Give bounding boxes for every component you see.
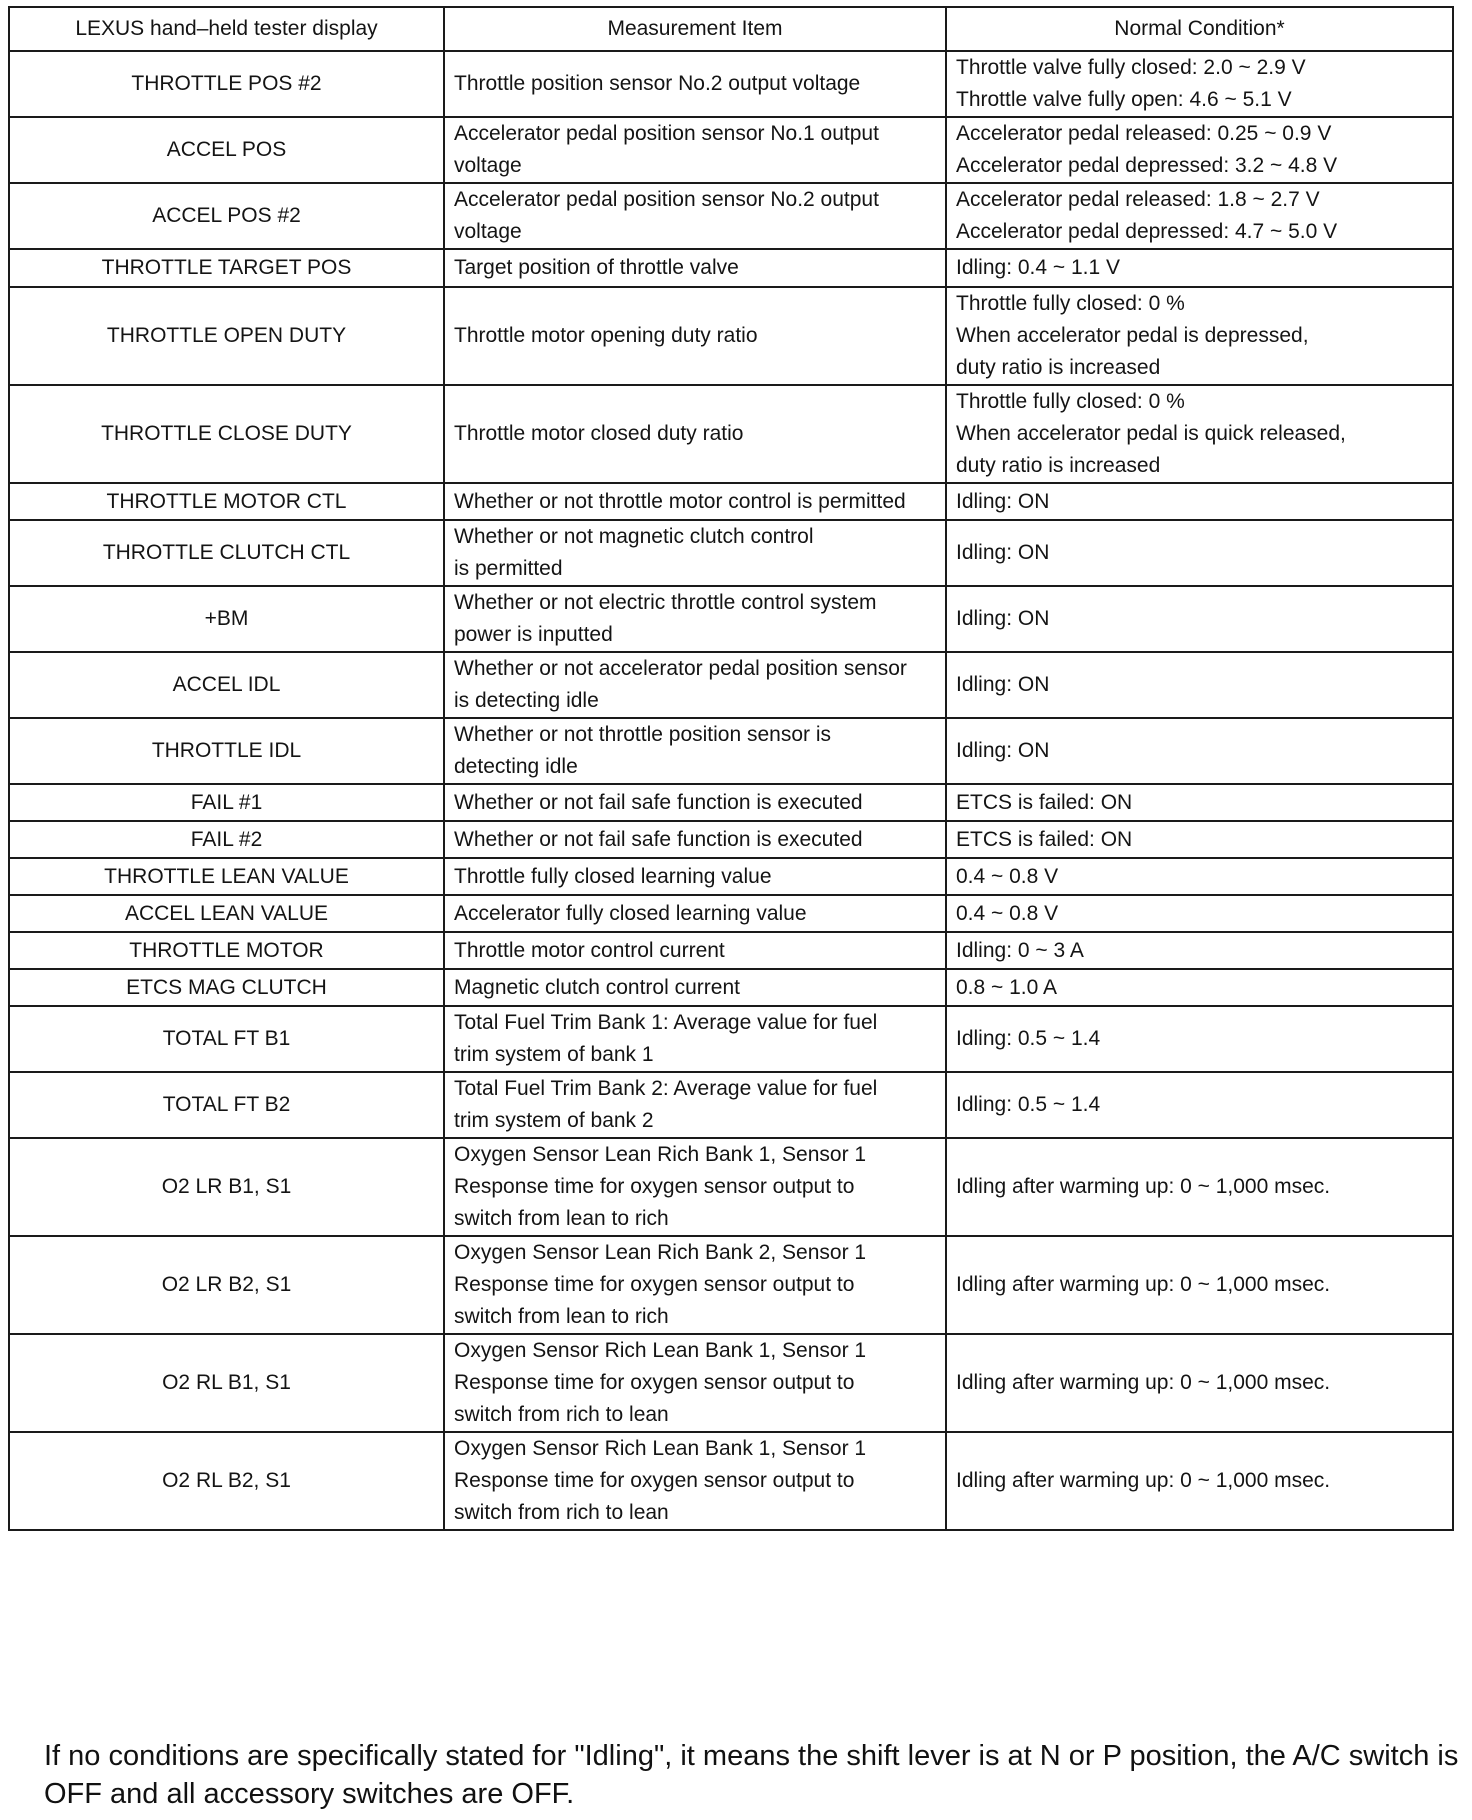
normal-condition-cell bbox=[946, 718, 1453, 784]
normal-condition-line: Idling: 0 ~ 3 A bbox=[956, 938, 1084, 962]
header-tester-display: LEXUS hand–held tester display bbox=[9, 7, 444, 51]
normal-condition-line: Idling after warming up: 0 ~ 1,000 msec. bbox=[956, 1175, 1331, 1198]
table-row bbox=[9, 1432, 1453, 1530]
measurement-item-line: power is inputted bbox=[454, 623, 613, 646]
measurement-item-line: Total Fuel Trim Bank 2: Average value for fuel bbox=[454, 1077, 878, 1100]
normal-condition-line: Throttle fully closed: 0 % bbox=[956, 390, 1185, 413]
measurement-item-line: Whether or not fail safe function is executed bbox=[454, 827, 863, 851]
table-row bbox=[9, 821, 1453, 858]
measurement-item-line: Throttle motor opening duty ratio bbox=[454, 324, 758, 347]
measurement-item-cell bbox=[444, 1006, 946, 1072]
normal-condition-cell bbox=[946, 1138, 1453, 1236]
normal-condition-line: Idling: 0.4 ~ 1.1 V bbox=[956, 256, 1121, 279]
normal-condition-line: Idling after warming up: 0 ~ 1,000 msec. bbox=[956, 1371, 1331, 1394]
measurement-item-cell bbox=[444, 385, 946, 483]
measurement-item-line: Target position of throttle valve bbox=[454, 256, 739, 279]
normal-condition-line: Accelerator pedal depressed: 4.7 ~ 5.0 V bbox=[956, 220, 1338, 243]
normal-condition-line: 0.4 ~ 0.8 V bbox=[956, 901, 1059, 925]
tester-display-cell: THROTTLE TARGET POS bbox=[9, 249, 444, 287]
measurement-item-line: Whether or not throttle position sensor is bbox=[454, 723, 832, 746]
tester-display-cell: O2 RL B2, S1 bbox=[9, 1432, 444, 1530]
tester-display-cell: THROTTLE POS #2 bbox=[9, 51, 444, 117]
normal-condition-cell bbox=[946, 385, 1453, 483]
measurement-item-line: voltage bbox=[454, 220, 522, 243]
tester-display-cell: +BM bbox=[9, 586, 444, 652]
measurement-item-cell bbox=[444, 858, 946, 895]
header-measurement-item: Measurement Item bbox=[444, 7, 946, 51]
tester-display-cell: O2 LR B2, S1 bbox=[9, 1236, 444, 1334]
normal-condition-line: Idling: ON bbox=[956, 739, 1050, 762]
tester-display-cell: ACCEL LEAN VALUE bbox=[9, 895, 444, 932]
measurement-item-line: voltage bbox=[454, 154, 522, 177]
table-row bbox=[9, 51, 1453, 117]
measurement-item-cell bbox=[444, 586, 946, 652]
normal-condition-line: Idling: ON bbox=[956, 607, 1050, 630]
measurement-item-cell bbox=[444, 932, 946, 969]
header-normal-condition: Normal Condition* bbox=[946, 7, 1453, 51]
tester-display-cell: THROTTLE CLOSE DUTY bbox=[9, 385, 444, 483]
normal-condition-cell bbox=[946, 858, 1453, 895]
measurement-item-line: Whether or not accelerator pedal position sensor bbox=[454, 657, 907, 680]
normal-condition-line: Idling: 0.5 ~ 1.4 bbox=[956, 1027, 1101, 1050]
normal-condition-cell bbox=[946, 652, 1453, 718]
measurement-item-line: Accelerator pedal position sensor No.2 output bbox=[454, 188, 879, 211]
measurement-item-cell bbox=[444, 1432, 946, 1530]
measurement-item-line: Response time for oxygen sensor output to bbox=[454, 1273, 855, 1296]
normal-condition-line: Accelerator pedal depressed: 3.2 ~ 4.8 V bbox=[956, 154, 1338, 177]
tester-display-cell: THROTTLE CLUTCH CTL bbox=[9, 520, 444, 586]
normal-condition-cell bbox=[946, 1006, 1453, 1072]
normal-condition-cell bbox=[946, 117, 1453, 183]
tester-display-cell: THROTTLE OPEN DUTY bbox=[9, 287, 444, 385]
table-row bbox=[9, 718, 1453, 784]
normal-condition-line: Throttle valve fully closed: 2.0 ~ 2.9 V bbox=[956, 56, 1306, 79]
table-row bbox=[9, 1236, 1453, 1334]
measurement-item-cell bbox=[444, 520, 946, 586]
normal-condition-line: Throttle valve fully open: 4.6 ~ 5.1 V bbox=[956, 88, 1292, 111]
tester-display-cell: THROTTLE MOTOR CTL bbox=[9, 483, 444, 520]
tester-display-cell: THROTTLE MOTOR bbox=[9, 932, 444, 969]
measurement-item-line: Oxygen Sensor Lean Rich Bank 2, Sensor 1 bbox=[454, 1241, 867, 1264]
measurement-item-cell bbox=[444, 51, 946, 117]
tester-display-cell: O2 LR B1, S1 bbox=[9, 1138, 444, 1236]
measurement-item-cell bbox=[444, 1334, 946, 1432]
table-row bbox=[9, 1334, 1453, 1432]
measurement-item-line: switch from lean to rich bbox=[454, 1207, 669, 1230]
normal-condition-cell bbox=[946, 784, 1453, 821]
normal-condition-cell bbox=[946, 969, 1453, 1006]
tester-display-cell: THROTTLE IDL bbox=[9, 718, 444, 784]
measurement-item-line: Oxygen Sensor Rich Lean Bank 1, Sensor 1 bbox=[454, 1339, 867, 1362]
document-page bbox=[8, 6, 1452, 1531]
measurement-item-cell bbox=[444, 483, 946, 520]
normal-condition-cell bbox=[946, 1334, 1453, 1432]
table-row bbox=[9, 483, 1453, 520]
measurement-item-cell bbox=[444, 1138, 946, 1236]
measurement-item-line: trim system of bank 2 bbox=[454, 1109, 654, 1132]
normal-condition-cell bbox=[946, 1432, 1453, 1530]
table-row bbox=[9, 1006, 1453, 1072]
normal-condition-cell bbox=[946, 1236, 1453, 1334]
tester-display-cell: TOTAL FT B2 bbox=[9, 1072, 444, 1138]
measurement-item-line: is permitted bbox=[454, 557, 563, 580]
normal-condition-cell bbox=[946, 287, 1453, 385]
measurement-item-line: Total Fuel Trim Bank 1: Average value for fuel bbox=[454, 1011, 878, 1034]
measurement-item-cell bbox=[444, 287, 946, 385]
normal-condition-line: Idling: ON bbox=[956, 541, 1050, 564]
tester-display-cell: FAIL #1 bbox=[9, 784, 444, 821]
normal-condition-cell bbox=[946, 895, 1453, 932]
table-row bbox=[9, 117, 1453, 183]
measurement-item-cell bbox=[444, 117, 946, 183]
table-row bbox=[9, 858, 1453, 895]
measurement-item-cell bbox=[444, 1072, 946, 1138]
table-row bbox=[9, 932, 1453, 969]
measurement-item-line: Response time for oxygen sensor output to bbox=[454, 1469, 855, 1492]
measurement-item-line: switch from rich to lean bbox=[454, 1501, 669, 1524]
tester-display-cell: O2 RL B1, S1 bbox=[9, 1334, 444, 1432]
measurement-item-line: switch from rich to lean bbox=[454, 1403, 669, 1426]
measurement-item-cell bbox=[444, 895, 946, 932]
tester-display-cell: TOTAL FT B1 bbox=[9, 1006, 444, 1072]
measurement-item-line: trim system of bank 1 bbox=[454, 1043, 654, 1066]
measurement-item-line: Throttle motor control current bbox=[454, 938, 725, 962]
measurement-item-cell bbox=[444, 718, 946, 784]
normal-condition-cell bbox=[946, 1072, 1453, 1138]
table-header-row bbox=[9, 7, 1453, 51]
normal-condition-line: 0.8 ~ 1.0 A bbox=[956, 975, 1058, 999]
footnote-idling: If no conditions are specifically stated for "Idling", it means the shift lever is at N or P position, the A/C switch is OFF and all accessory switches are OFF. bbox=[44, 1740, 1459, 1810]
measurement-item-cell bbox=[444, 1236, 946, 1334]
tester-display-cell: ACCEL POS #2 bbox=[9, 183, 444, 249]
normal-condition-line: Accelerator pedal released: 1.8 ~ 2.7 V bbox=[956, 188, 1320, 211]
measurement-item-line: Whether or not electric throttle control system bbox=[454, 591, 877, 614]
measurement-item-line: Response time for oxygen sensor output to bbox=[454, 1371, 855, 1394]
measurement-item-cell bbox=[444, 821, 946, 858]
measurement-item-line: Throttle motor closed duty ratio bbox=[454, 422, 744, 445]
tester-display-cell: ACCEL POS bbox=[9, 117, 444, 183]
measurement-item-cell bbox=[444, 249, 946, 287]
measurement-item-cell bbox=[444, 652, 946, 718]
measurement-item-line: Whether or not fail safe function is executed bbox=[454, 790, 863, 814]
tester-display-cell: FAIL #2 bbox=[9, 821, 444, 858]
normal-condition-line: duty ratio is increased bbox=[956, 356, 1161, 379]
normal-condition-line: duty ratio is increased bbox=[956, 454, 1161, 477]
table-row bbox=[9, 652, 1453, 718]
table-row bbox=[9, 249, 1453, 287]
normal-condition-line: Throttle fully closed: 0 % bbox=[956, 292, 1185, 315]
table-row bbox=[9, 895, 1453, 932]
measurement-item-line: Throttle position sensor No.2 output voltage bbox=[454, 72, 861, 95]
normal-condition-cell bbox=[946, 586, 1453, 652]
table-row bbox=[9, 287, 1453, 385]
normal-condition-cell bbox=[946, 520, 1453, 586]
tester-display-cell: ACCEL IDL bbox=[9, 652, 444, 718]
table-row bbox=[9, 520, 1453, 586]
normal-condition-line: Idling: 0.5 ~ 1.4 bbox=[956, 1093, 1101, 1116]
normal-condition-line: Idling: ON bbox=[956, 489, 1050, 513]
normal-condition-line: Idling after warming up: 0 ~ 1,000 msec. bbox=[956, 1273, 1331, 1296]
measurement-item-line: Throttle fully closed learning value bbox=[454, 864, 772, 888]
normal-condition-line: When accelerator pedal is quick released, bbox=[956, 422, 1346, 445]
measurement-item-cell bbox=[444, 969, 946, 1006]
measurement-item-line: Oxygen Sensor Rich Lean Bank 1, Sensor 1 bbox=[454, 1437, 867, 1460]
normal-condition-cell bbox=[946, 51, 1453, 117]
tester-display-cell: THROTTLE LEAN VALUE bbox=[9, 858, 444, 895]
measurement-item-line: Whether or not throttle motor control is permitted bbox=[454, 489, 906, 513]
normal-condition-line: When accelerator pedal is depressed, bbox=[956, 324, 1309, 347]
table-row bbox=[9, 586, 1453, 652]
tester-display-cell: ETCS MAG CLUTCH bbox=[9, 969, 444, 1006]
measurement-item-line: detecting idle bbox=[454, 755, 578, 778]
normal-condition-cell bbox=[946, 932, 1453, 969]
table-row bbox=[9, 969, 1453, 1006]
normal-condition-cell bbox=[946, 183, 1453, 249]
measurement-item-line: is detecting idle bbox=[454, 689, 599, 712]
table-row bbox=[9, 1138, 1453, 1236]
normal-condition-line: Accelerator pedal released: 0.25 ~ 0.9 V bbox=[956, 122, 1332, 145]
data-list-table bbox=[8, 6, 1454, 1531]
measurement-item-cell bbox=[444, 183, 946, 249]
measurement-item-line: Accelerator pedal position sensor No.1 output bbox=[454, 122, 879, 145]
table-row bbox=[9, 1072, 1453, 1138]
normal-condition-line: Idling: ON bbox=[956, 673, 1050, 696]
normal-condition-line: ETCS is failed: ON bbox=[956, 790, 1133, 814]
measurement-item-line: Accelerator fully closed learning value bbox=[454, 901, 807, 925]
measurement-item-line: switch from lean to rich bbox=[454, 1305, 669, 1328]
normal-condition-cell bbox=[946, 821, 1453, 858]
table-row bbox=[9, 385, 1453, 483]
measurement-item-line: Oxygen Sensor Lean Rich Bank 1, Sensor 1 bbox=[454, 1143, 867, 1166]
normal-condition-line: Idling after warming up: 0 ~ 1,000 msec. bbox=[956, 1469, 1331, 1492]
normal-condition-line: ETCS is failed: ON bbox=[956, 827, 1133, 851]
table-row bbox=[9, 183, 1453, 249]
normal-condition-cell bbox=[946, 249, 1453, 287]
normal-condition-cell bbox=[946, 483, 1453, 520]
measurement-item-line: Whether or not magnetic clutch control bbox=[454, 525, 814, 548]
measurement-item-line: Response time for oxygen sensor output to bbox=[454, 1175, 855, 1198]
table-body bbox=[9, 51, 1453, 1530]
table-row bbox=[9, 784, 1453, 821]
measurement-item-cell bbox=[444, 784, 946, 821]
normal-condition-line: 0.4 ~ 0.8 V bbox=[956, 864, 1059, 888]
measurement-item-line: Magnetic clutch control current bbox=[454, 975, 740, 999]
